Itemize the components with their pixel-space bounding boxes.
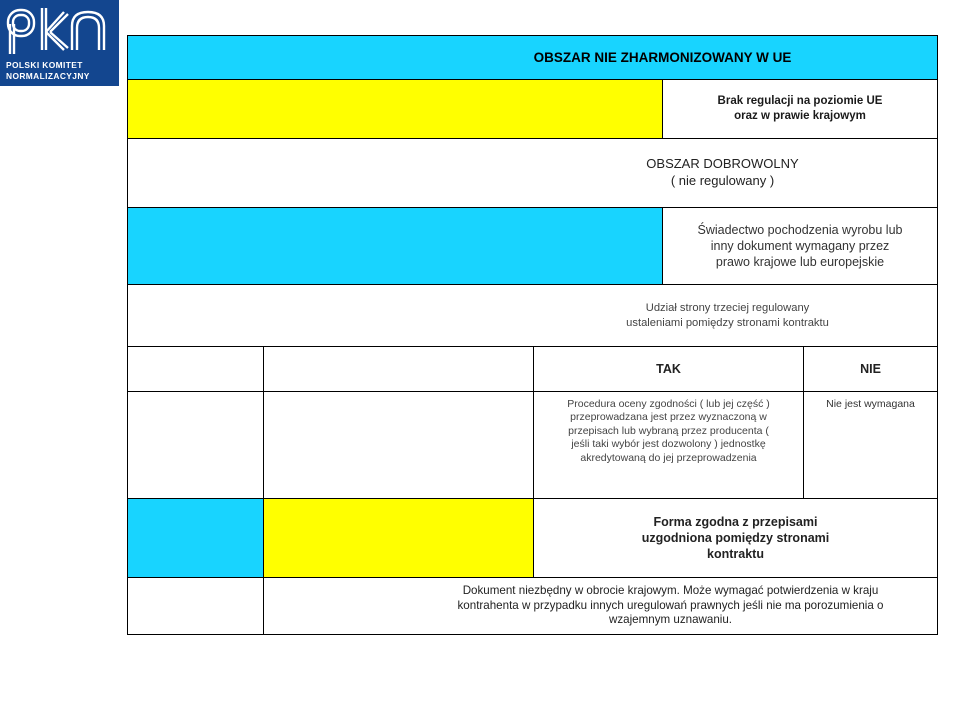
not-required-text: Nie jest wymagana — [826, 398, 915, 410]
third-party-line-2: ustaleniami pomiędzy stronami kontraktu — [626, 316, 829, 329]
not-required-cell — [803, 391, 938, 499]
document-line-3: wzajemnym uznawaniu. — [608, 613, 733, 627]
voluntary-line-1: OBSZAR DOBROWOLNY — [646, 156, 799, 172]
form-line-1: Forma zgodna z przepisami — [653, 515, 818, 529]
certificate-line-3: prawo krajowe lub europejskie — [715, 255, 885, 269]
procedure-line-2: przeprowadzana jest przez wyznaczoną w — [570, 411, 767, 424]
form-cell — [533, 498, 938, 578]
certificate-cell — [662, 207, 938, 285]
answer-no: NIE — [860, 362, 881, 376]
procedure-empty-mid — [263, 391, 534, 499]
regulation-line-1: Brak regulacji na poziomie UE — [717, 95, 883, 108]
form-line-3: kontraktu — [707, 547, 764, 561]
certificate-spacer-cell — [127, 207, 663, 285]
third-party-line-1: Udział strony trzeciej regulowany — [645, 302, 810, 315]
procedure-line-3: przepisach lub wybraną przez producenta ( — [568, 424, 769, 437]
procedure-empty-left — [127, 391, 264, 499]
pkn-logo-mark-icon — [6, 6, 110, 56]
procedure-line-1: Procedura oceny zgodności ( lub jej część ) — [567, 398, 770, 410]
form-yellow-cell — [263, 498, 534, 578]
regulation-line-2: oraz w prawie krajowym — [734, 110, 866, 122]
document-line-2: kontrahenta w przypadku innych uregulowań prawnych jeśli nie ma porozumienia o — [457, 598, 884, 612]
certificate-line-2: inny dokument wymagany przez — [710, 239, 890, 253]
document-cell — [263, 577, 938, 635]
answer-yes: TAK — [656, 362, 681, 376]
document-empty-left — [127, 577, 264, 635]
procedure-line-4: jeśli taki wybór jest dozwolony ) jednostkę — [571, 438, 766, 451]
document-line-1: Dokument niezbędny w obrocie krajowym. Może wymagać potwierdzenia w kraju — [462, 583, 879, 597]
third-party-row — [127, 284, 938, 347]
form-cyan-cell — [127, 498, 264, 578]
procedure-cell — [533, 391, 804, 499]
answers-empty-left — [127, 346, 264, 392]
regulation-spacer-cell — [127, 79, 663, 139]
voluntary-line-2: ( nie regulowany ) — [670, 173, 775, 188]
voluntary-row — [127, 138, 938, 208]
regulation-cell — [662, 79, 938, 139]
logo-line-2: NORMALIZACYJNY — [6, 71, 90, 81]
form-line-2: uzgodniona pomiędzy stronami — [641, 531, 830, 545]
header-row — [127, 35, 938, 80]
answer-no-cell — [803, 346, 938, 392]
answers-empty-mid — [263, 346, 534, 392]
answer-yes-cell — [533, 346, 804, 392]
certificate-line-1: Świadectwo pochodzenia wyrobu lub — [697, 223, 903, 237]
conformity-diagram — [127, 35, 938, 634]
procedure-line-5: akredytowaną do jej przeprowadzenia — [580, 451, 757, 464]
pkn-logo — [0, 0, 119, 86]
logo-line-1: POLSKI KOMITET — [6, 60, 83, 70]
harmonized-title: OBSZAR NIE ZHARMONIZOWANY W UE — [533, 49, 792, 65]
